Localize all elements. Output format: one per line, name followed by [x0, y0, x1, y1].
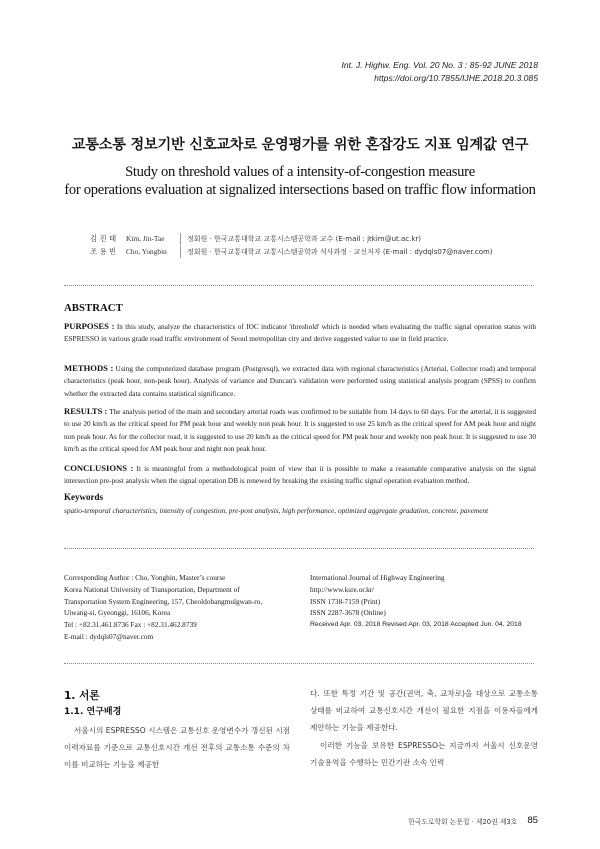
- journal-name: International Journal of Highway Engineering: [310, 573, 445, 582]
- abstract-methods: [64, 362, 536, 400]
- journal-url[interactable]: http://www.ksre.or.kr/: [310, 584, 375, 594]
- doi-link[interactable]: https://doi.org/10.7855/IJHE.2018.20.3.085: [374, 73, 538, 83]
- results-label: RESULTS :: [64, 406, 108, 416]
- issn-online: ISSN 2287-3678 (Online): [310, 608, 386, 618]
- section-title: 1. 서론: [64, 690, 100, 702]
- abstract-purposes: [64, 320, 536, 346]
- purposes-label: PURPOSES :: [64, 321, 115, 331]
- page-number: 85: [527, 815, 538, 826]
- author-row: [90, 232, 493, 245]
- abstract-heading: ABSTRACT: [64, 302, 123, 314]
- conclusions-label: CONCLUSIONS :: [64, 463, 134, 473]
- corresponding-contact: Tel : +82.31.461.8736 Fax : +82.31.462.8739: [64, 620, 197, 630]
- abstract-results: [64, 405, 536, 456]
- corresponding-line: Transportation System Engineering, 157, Cheoldobangmulgwan-ro,: [64, 596, 263, 606]
- title-english-line1: Study on threshold values of a intensity-of-congestion measure: [125, 164, 475, 180]
- author-affiliation: 정회원 · 한국교통대학교 교통시스템공학과 석사과정 · 교신저자 (E-mail : dydqls07@naver.com): [187, 247, 493, 256]
- received-dates: Received Apr. 03, 2018 Revised Apr. 03, 2018 Accepted Jun. 04, 2018: [310, 621, 522, 629]
- issn-print: ISSN 1738-7159 (Print): [310, 596, 381, 606]
- methods-text: Using the computerized database program (Postgresql), we extracted data with regional characteristics (Arterial, Collector road) and temporal characteristics (peak hour, non-peak hour). Analysis of variance and Duncan's validation were performed using statistical analysis program (SPSS) to confirm whether the extracted data contains statistical significance.: [64, 364, 536, 398]
- author-divider: [180, 233, 181, 245]
- title-english-line2: for operations evaluation at signalized intersections based on traffic flow information: [64, 182, 536, 198]
- methods-label: METHODS :: [64, 363, 114, 373]
- corresponding-email[interactable]: E-mail : dydqls07@naver.com: [64, 631, 154, 641]
- author-name-english: Cho, Yongbin: [126, 247, 167, 256]
- journal-info-block: [310, 572, 540, 631]
- results-text: The analysis period of the main and secondary arterial roads was confirmed to be suitable from 14 days to 60 days. For the arterial, it is suggested to use 20 km/h as the critical speed for PM peak hour and weekly non peak hour. It is suggested to use 25 km/h as the critical speed for AM peak hour and night non peak hour. As for the collector road, it is suggested to use 20 km/h as the critical speed for PM peak hour and weekly non peak hour. It is suggested to use 30 km/h as the critical speed for AM peak hour and night non peak hour.: [64, 407, 537, 454]
- divider-dotted: [64, 548, 534, 549]
- corresponding-line: Uiwang-si, Gyeonggi, 16106, Korea: [64, 608, 171, 618]
- subsection-title: 1.1. 연구배경: [64, 707, 122, 717]
- body-paragraph: 이러한 기능을 보유한 ESPRESSO는 지금까지 서울시 신호운영 기술용역을 수행하는 민간기관 소속 인력: [310, 740, 538, 767]
- author-divider: [180, 246, 181, 258]
- author-name-english: Kim, Jin-Tae: [126, 234, 165, 243]
- author-name-korean: 조 용 빈: [90, 247, 117, 256]
- keywords-text: spatio-temporal characteristics, intensity of congestion, pre-post analysis, high performance, optimized aggregate gradation, concrete, pavement: [64, 506, 489, 515]
- author-list: [90, 232, 493, 258]
- purposes-text: In this study, analyze the characteristics of IOC indicator 'threshold' which is needed when evaluating the traffic signal operation status with ESPRESSO in various grade road traffic environment of Seoul metropolitan city and derive suggested value to use in field practice.: [64, 322, 536, 344]
- abstract-conclusions: [64, 462, 536, 488]
- body-paragraph-left: 서울시의 ESPRESSO 시스템은 교통신호 운영변수가 갱신된 시점 이력자료를 기준으로 교통신호시간 개선 전후의 교통소통 수준의 차이를 비교하는 기능을 제공한: [64, 726, 290, 770]
- divider-dotted: [64, 663, 534, 664]
- page-footer: [408, 815, 538, 826]
- author-affiliation: 정회원 · 한국교통대학교 교통시스템공학과 교수 (E-mail : jtkim@ut.ac.kr): [187, 234, 422, 243]
- divider-dotted: [64, 285, 534, 286]
- corresponding-line: Korea National University of Transportation, Department of: [64, 584, 240, 594]
- corresponding-line: Corresponding Author : Cho, Yongbin, Master’s course: [64, 573, 226, 582]
- keywords-heading: Keywords: [64, 492, 103, 502]
- conclusions-text: It is meaningful from a methodological point of view that it is possible to make a reasonable comparative analysis on the signal intersection pre-post analysis when the signal operation DB is renewed by breaking the existing traffic signal operation evaluation method.: [64, 464, 537, 486]
- body-column-right: [310, 685, 538, 771]
- body-paragraph: 다. 또한 특정 기간 및 공간(권역, 축, 교차로)을 대상으로 교통소통 상태를 비교하여 교통신호시간 개선이 필요한 지점을 이용자들에게 제안하는 기능을 제공한다.: [310, 689, 538, 733]
- journal-citation: Int. J. Highw. Eng. Vol. 20 No. 3 : 85-92 JUNE 2018: [341, 60, 538, 70]
- corresponding-author-block: [64, 572, 292, 643]
- author-name-korean: 김 진 태: [90, 234, 117, 243]
- title-korean: 교통소통 정보기반 신호교차로 운영평가를 위한 혼잡강도 지표 임계값 연구: [71, 137, 529, 153]
- footer-journal: 한국도로학회 논문집 · 제20권 제3호: [408, 817, 518, 826]
- author-row: [90, 245, 493, 258]
